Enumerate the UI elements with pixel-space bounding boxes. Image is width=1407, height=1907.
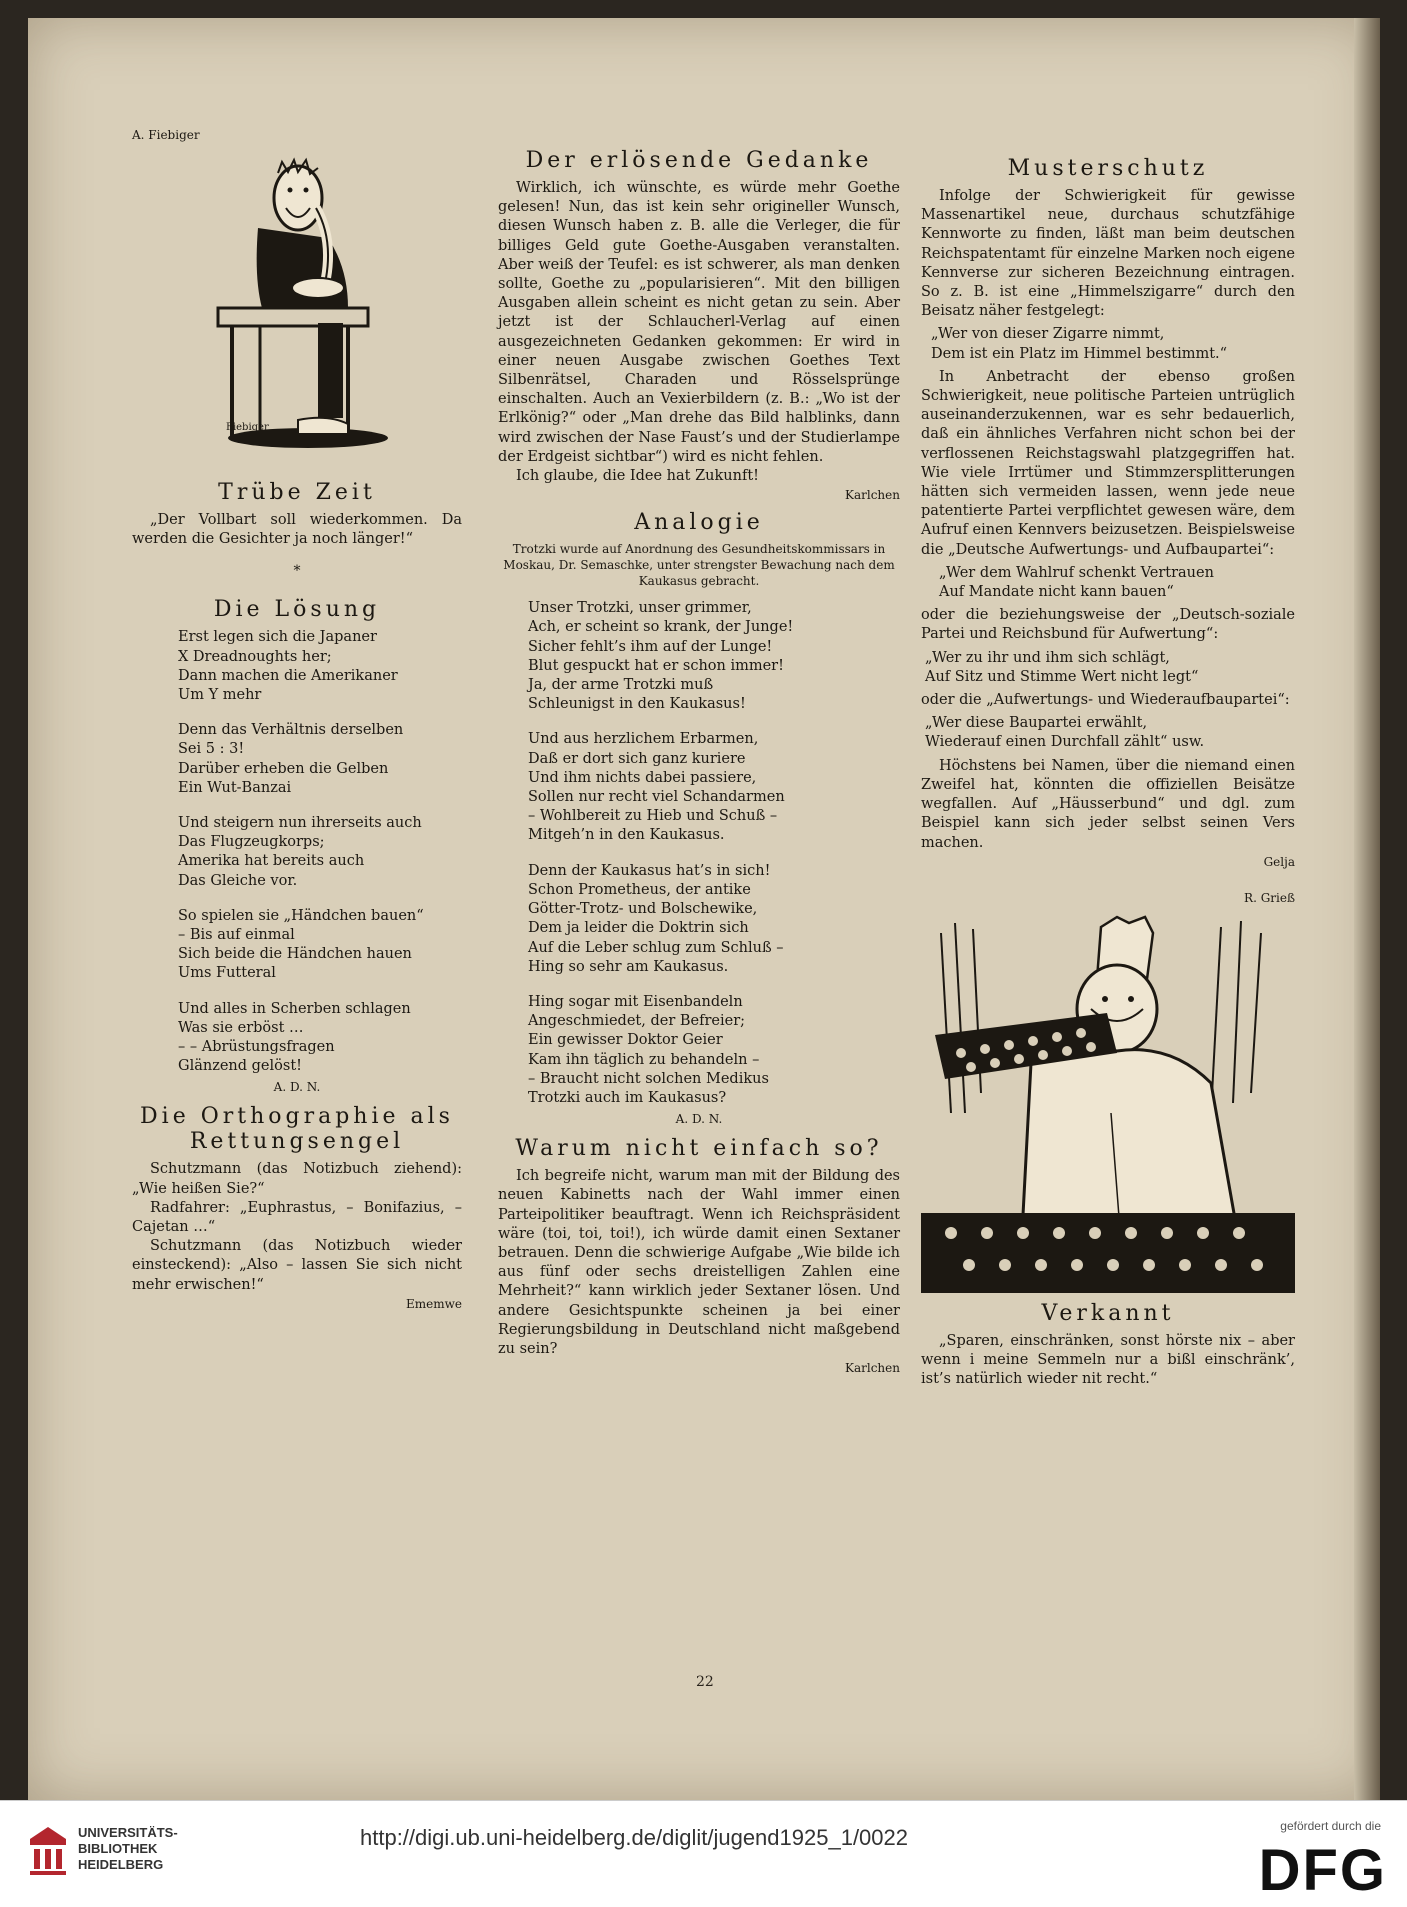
poem-line: Mitgeh’n in den Kaukasus. bbox=[528, 827, 725, 844]
library-line: UNIVERSITÄTS- bbox=[78, 1825, 178, 1840]
article-title-erloesende-gedanke: Der erlösende Gedanke bbox=[525, 148, 873, 173]
poem-stanza bbox=[528, 730, 900, 845]
artist-credit: R. Grieß bbox=[1244, 890, 1295, 905]
verse-line: „Wer dem Wahlruf schenkt Vertrauen bbox=[939, 564, 1214, 581]
scanned-page bbox=[28, 18, 1380, 1800]
poem-line: Was sie erböst … bbox=[178, 1019, 304, 1036]
poem-stanza bbox=[528, 862, 900, 977]
verse-line: Wiederauf einen Durchfall zählt“ usw. bbox=[925, 734, 1205, 751]
poem-line: Denn das Verhältnis derselben bbox=[178, 722, 404, 739]
poem-intro-note: Trotzki wurde auf Anordnung des Gesundheitskommissars in Moskau, Dr. Semaschke, unter strengster Bewachung nach dem Kaukasus gebracht. bbox=[503, 542, 895, 589]
library-line: BIBLIOTHEK bbox=[78, 1841, 158, 1856]
article-title-musterschutz: Musterschutz bbox=[1007, 156, 1209, 181]
poem-stanza bbox=[178, 907, 462, 984]
university-library-logo-icon bbox=[26, 1823, 70, 1879]
article-paragraph: Ich begreife nicht, warum man mit der Bildung des neuen Kabinetts nach der Wahl immer einen Parteipolitiker beauftragt. Wenn ich Reichspräsident wäre (toi, toi, toi!), ich würde damit einen Sextaner betrauen. Denn die schwierige Aufgabe „Wie bilde ich aus fünf oder sechs dreistelligen Zahlen eine Mehrheit?“ kann wirklich jeder Sextaner lösen. Und andere Gesichtspunkte scheinen ja bei einer Regierungsbildung in Deutschland nicht maßgebend zu sein? bbox=[498, 1168, 900, 1357]
cartoon-bearded-man-illustration bbox=[198, 148, 398, 448]
logo-mark bbox=[30, 1827, 66, 1845]
poem-line: Hing sogar mit Eisenbandeln bbox=[528, 993, 743, 1010]
library-line: HEIDELBERG bbox=[78, 1857, 164, 1872]
article-title-warum: Warum nicht einfach so? bbox=[515, 1136, 883, 1162]
kennvers bbox=[921, 564, 1295, 602]
poem-line: Ein Wut-Banzai bbox=[178, 779, 292, 796]
verse-line: Dem ist ein Platz im Himmel bestimmt.“ bbox=[931, 345, 1228, 362]
poem-line: Unser Trotzki, unser grimmer, bbox=[528, 600, 752, 617]
poem-line: Darüber erheben die Gelben bbox=[178, 760, 389, 777]
poem-stanza bbox=[178, 1000, 462, 1077]
article-signature: Karlchen bbox=[845, 488, 900, 503]
poem-line: – Braucht nicht solchen Medikus bbox=[528, 1070, 769, 1087]
poem-line: Götter-Trotz- und Bolschewike, bbox=[528, 901, 758, 918]
poem-title-analogie: Analogie bbox=[634, 510, 764, 536]
poem-line: Blut gespuckt hat er schon immer! bbox=[528, 657, 784, 674]
page-number: 22 bbox=[696, 1674, 714, 1690]
poem-line: – Bis auf einmal bbox=[178, 927, 295, 944]
article-signature: Karlchen bbox=[845, 1361, 900, 1376]
poem-line: Glänzend gelöst! bbox=[178, 1058, 302, 1075]
poem-line: Und ihm nichts dabei passiere, bbox=[528, 769, 757, 786]
article-paragraph: Radfahrer: „Euphrastus, – Bonifazius, – Cajetan …“ bbox=[132, 1199, 462, 1236]
poem-line: Schleunigst in den Kaukasus! bbox=[528, 696, 746, 713]
dfg-logo: DFG bbox=[1258, 1838, 1387, 1903]
poem-die-loesung bbox=[132, 628, 462, 1076]
permalink-url[interactable]: http://digi.ub.uni-heidelberg.de/diglit/jugend1925_1/0022 bbox=[360, 1825, 908, 1850]
poem-line: Erst legen sich die Japaner bbox=[178, 629, 377, 646]
poem-line: Ach, er scheint so krank, der Junge! bbox=[528, 619, 794, 636]
poem-stanza bbox=[528, 599, 900, 714]
verse-line: „Wer zu ihr und ihm sich schlägt, bbox=[925, 649, 1170, 666]
poem-line: Und steigern nun ihrerseits auch bbox=[178, 815, 422, 832]
poem-line: Ein gewisser Doktor Geier bbox=[528, 1032, 723, 1049]
poem-line: Um Y mehr bbox=[178, 687, 262, 704]
poem-line: Amerika hat bereits auch bbox=[178, 853, 365, 870]
poem-line: Trotzki auch im Kaukasus? bbox=[528, 1089, 727, 1106]
artist-credit: A. Fiebiger bbox=[132, 128, 200, 142]
poem-line: Schon Prometheus, der antike bbox=[528, 881, 751, 898]
poem-line: Sicher fehlt’s ihm auf der Lunge! bbox=[528, 638, 773, 655]
poem-line: Ja, der arme Trotzki muß bbox=[528, 677, 714, 694]
poem-line: Sollen nur recht viel Schandarmen bbox=[528, 789, 785, 806]
poem-line: Kam ihn täglich zu behandeln – bbox=[528, 1051, 760, 1068]
poem-stanza bbox=[528, 993, 900, 1108]
verse-line: „Wer von dieser Zigarre nimmt, bbox=[931, 326, 1165, 343]
article-paragraph: Schutzmann (das Notizbuch ziehend): „Wie heißen Sie?“ bbox=[132, 1161, 462, 1197]
poem-line: So spielen sie „Händchen bauen“ bbox=[178, 907, 424, 924]
poem-line: Das Flugzeugkorps; bbox=[178, 834, 325, 851]
poem-title-die-loesung: Die Lösung bbox=[213, 597, 381, 623]
poem-line: Daß er dort sich ganz kuriere bbox=[528, 750, 746, 767]
kennvers bbox=[921, 714, 1295, 752]
column-middle bbox=[498, 148, 900, 1383]
poem-signature: A. D. N. bbox=[675, 1112, 723, 1127]
verse-line: „Wer diese Baupartei erwählt, bbox=[925, 715, 1148, 732]
caption-title-truebe-zeit: Trübe Zeit bbox=[218, 480, 376, 505]
caption-title-verkannt: Verkannt bbox=[1041, 1300, 1175, 1326]
article-title-rettungsengel: Rettungsengel bbox=[189, 1129, 405, 1155]
poem-stanza bbox=[178, 721, 462, 798]
article-paragraph: Wirklich, ich wünschte, es würde mehr Goethe gelesen! Nun, das ist kein sehr origineller Wunsch, diesen Wunsch haben z. B. alle die Verleger, die für billiges Geld gute Goethe-Ausgaben veranstalten. Aber weiß der Teufel: es ist schwerer, als man denken sollte, Goethe zu „popularisieren“. Mit den billigen Ausgaben allein scheint es nicht getan zu sein. Aber jetzt ist der Schlaucherl-Verlag auf einen ausgezeichneten Gedanken gekommen: Er wird in einer neuen Ausgabe zwischen Goethes Text Silbenrätsel, Charaden und Rösselsprünge einschalten. Auch an Vexierbildern (z. B.: „Wo ist der Erlkönig?“ oder „Man drehe das Bild halblinks, dann wird zwischen der Nase Faust’s und der Studierlampe der Erdgeist sichtbar“) wird es nicht fehlen. bbox=[498, 180, 900, 465]
verse-line: Auf Mandate nicht kann bauen“ bbox=[939, 584, 1174, 601]
viewer-footer bbox=[0, 1800, 1407, 1907]
poem-line: Auf die Leber schlug zum Schluß – bbox=[528, 939, 784, 956]
article-paragraph: In Anbetracht der ebenso großen Schwierigkeit, neue politische Parteien untrüglich auseinanderzukennen, war es sehr bedauerlich, daß ein ähnliches Verfahren nicht schon bei der verflossenen Reichstagswahl platzgegriffen hat. Wie viele Irrtümer und Stimmzersplitterungen hätten sich vermeiden lassen, wenn jede neue patentierte Partei verpflichtet gewesen wäre, dem Aufruf einen Kennvers beizusetzen. Beispielsweise die „Deutsche Aufwertungs- und Aufbaupartei“: bbox=[921, 368, 1295, 558]
caption-text-verkannt: „Sparen, einschränken, sonst hörste nix – aber wenn i meine Semmeln nur a bißl einschränk’, ist’s natürlich wieder nit recht.“ bbox=[921, 1332, 1295, 1388]
poem-analogie bbox=[498, 599, 900, 1108]
poem-line: Das Gleiche vor. bbox=[178, 872, 298, 889]
poem-line: – Wohlbereit zu Hieb und Schuß – bbox=[528, 808, 778, 825]
article-paragraph: Schutzmann (das Notizbuch wieder einsteckend): „Also – lassen Sie sich nicht mehr erwischen!“ bbox=[132, 1238, 462, 1293]
article-paragraph: Infolge der Schwierigkeit für gewisse Massenartikel neue, durchaus schutzfähige Kennworte zu finden, läßt man beim deutschen Reichspatentamt für einzelne Marken noch eigene Kennverse zur sicheren Bezeichnung eintragen. So z. B. ist eine „Himmelszigarre“ durch den Beisatz näher festgelegt: bbox=[921, 188, 1295, 320]
poem-signature: A. D. N. bbox=[273, 1080, 321, 1095]
poem-line: Denn der Kaukasus hat’s in sich! bbox=[528, 862, 771, 879]
article-signature: Ememwe bbox=[406, 1296, 462, 1311]
article-paragraph: Höchstens bei Namen, über die niemand einen Zweifel hat, könnten die offiziellen Beisätze wegfallen. Auf „Häusserbund“ und dgl. zum Beispiel kann sich jeder selbst seinen Vers machen. bbox=[921, 757, 1295, 851]
poem-line: Angeschmiedet, der Befreier; bbox=[528, 1013, 746, 1030]
poem-line: Sei 5 : 3! bbox=[178, 741, 245, 758]
university-library-name bbox=[78, 1825, 178, 1873]
article-signature: Gelja bbox=[1263, 854, 1295, 869]
poem-line: X Dreadnoughts her; bbox=[178, 648, 332, 665]
article-title-orthographie: Die Orthographie als bbox=[140, 1104, 454, 1130]
caption-text-truebe-zeit: „Der Vollbart soll wiederkommen. Da werden die Gesichter ja noch länger!“ bbox=[132, 512, 462, 548]
star-separator: * bbox=[293, 563, 301, 580]
article-paragraph: Ich glaube, die Idee hat Zukunft! bbox=[516, 468, 759, 485]
poem-stanza bbox=[178, 814, 462, 891]
poem-line: Dem ja leider die Doktrin sich bbox=[528, 920, 749, 937]
poem-line: Sich beide die Händchen hauen bbox=[178, 946, 412, 963]
kennvers bbox=[921, 325, 1295, 363]
cartoon-baker-illustration bbox=[921, 913, 1295, 1293]
poem-stanza bbox=[178, 628, 462, 705]
verse-line: Auf Sitz und Stimme Wert nicht legt“ bbox=[925, 668, 1199, 685]
poem-line: Und aus herzlichem Erbarmen, bbox=[528, 731, 759, 748]
poem-line: – – Abrüstungsfragen bbox=[178, 1039, 335, 1056]
poem-line: Hing so sehr am Kaukasus. bbox=[528, 958, 729, 975]
article-paragraph: oder die beziehungsweise der „Deutsch-soziale Partei und Reichsbund für Aufwertung“: bbox=[921, 607, 1295, 643]
kennvers bbox=[921, 649, 1295, 687]
article-paragraph: oder die „Aufwertungs- und Wiederaufbaupartei“: bbox=[921, 692, 1290, 709]
sketch-signature: Fiebiger bbox=[226, 422, 269, 433]
column-right bbox=[921, 156, 1295, 1389]
sponsor-text: gefördert durch die bbox=[1280, 1819, 1381, 1833]
poem-line: Und alles in Scherben schlagen bbox=[178, 1000, 411, 1017]
column-left bbox=[132, 128, 462, 1319]
poem-line: Dann machen die Amerikaner bbox=[178, 667, 398, 684]
poem-line: Ums Futteral bbox=[178, 965, 276, 982]
